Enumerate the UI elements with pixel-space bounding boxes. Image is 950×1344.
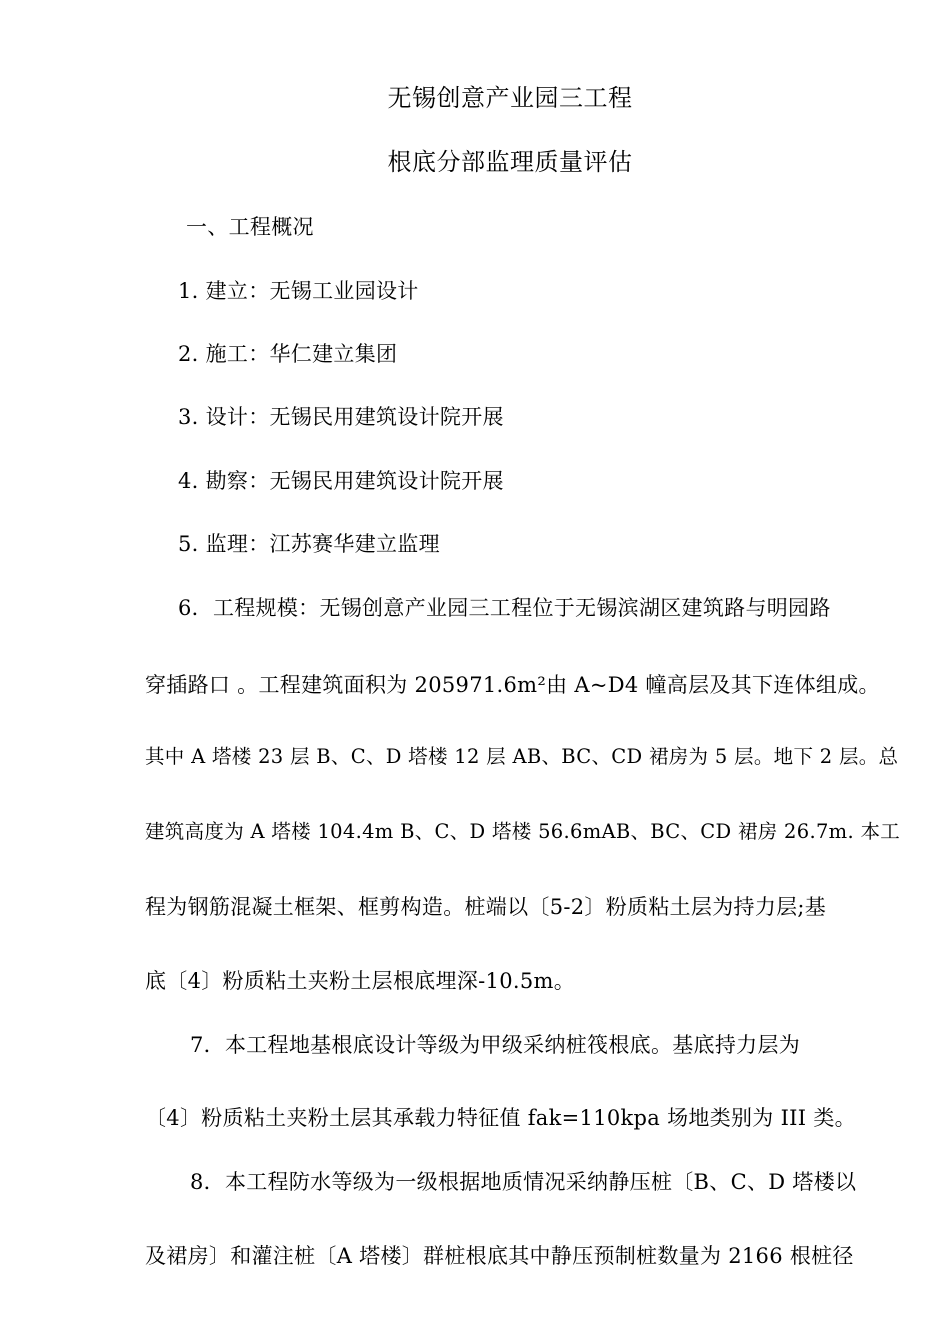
paragraph-8-line: 及裙房〕和灌注桩〔A 塔楼〕群桩根底其中静压预制桩数量为 2166 根桩径 bbox=[145, 1244, 854, 1268]
list-item: 4. 勘察：无锡民用建筑设计院开展 bbox=[178, 469, 504, 493]
paragraph-8-line: 8．本工程防水等级为一级根据地质情况采纳静压桩〔B、C、D 塔楼以 bbox=[190, 1170, 857, 1194]
document-title-line-1: 无锡创意产业园三工程 bbox=[387, 84, 633, 112]
list-item: 1. 建立：无锡工业园设计 bbox=[178, 279, 419, 303]
paragraph-6-line: 建筑高度为 A 塔楼 104.4m B、C、D 塔楼 56.6mAB、BC、CD 裙房 26.7m. 本工 bbox=[145, 820, 901, 843]
document-title-line-2: 根底分部监理质量评估 bbox=[387, 148, 633, 176]
paragraph-7-line: 〔4〕粉质粘土夹粉土层其承载力特征值 fak=110kpa 场地类别为 III 类。 bbox=[145, 1106, 856, 1130]
list-item: 5. 监理：江苏赛华建立监理 bbox=[178, 532, 440, 556]
paragraph-7-line: 7．本工程地基根底设计等级为甲级采纳桩筏根底。基底持力层为 bbox=[190, 1033, 801, 1057]
section-heading: 一、工程概况 bbox=[186, 215, 314, 239]
paragraph-6-line: 程为钢筋混凝土框架、框剪构造。桩端以〔5-2〕粉质粘土层为持力层;基 bbox=[145, 895, 827, 919]
list-item: 2. 施工：华仁建立集团 bbox=[178, 342, 398, 366]
list-item: 3. 设计：无锡民用建筑设计院开展 bbox=[178, 405, 504, 429]
paragraph-6-line: 穿插路口 。工程建筑面积为 205971.6m²由 A~D4 幢高层及其下连体组成。 bbox=[145, 673, 880, 697]
paragraph-6-line: 其中 A 塔楼 23 层 B、C、D 塔楼 12 层 AB、BC、CD 裙房为 5 层。地下 2 层。总 bbox=[145, 745, 899, 768]
paragraph-6-line: 底〔4〕粉质粘土夹粉土层根底埋深-10.5m。 bbox=[145, 969, 576, 993]
paragraph-6-line: 6．工程规模：无锡创意产业园三工程位于无锡滨湖区建筑路与明园路 bbox=[178, 596, 831, 620]
